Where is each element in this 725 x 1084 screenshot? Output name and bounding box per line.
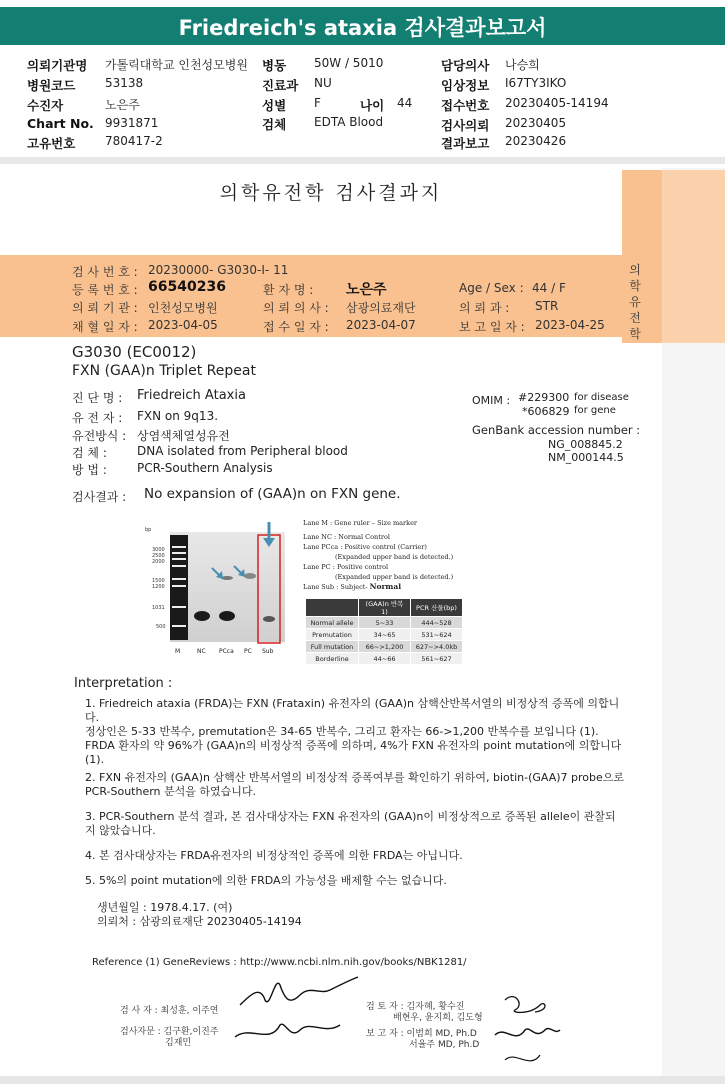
reference: Reference (1) GeneReviews : http://www.ncbi.nlm.nih.gov/books/NBK1281/ [92,957,467,968]
reporter-2: 서율주 MD, Ph.D [409,1040,480,1050]
ladder-band [172,585,186,587]
interpretation-title: Interpretation : [74,676,173,691]
value-clinical-info: I67TY3IKO [505,76,567,90]
report-title: 의학유전학 검사결과지 [219,182,443,204]
test-code: G3030 (EC0012) [72,343,197,361]
genbank-label: GenBank accession number : [472,423,641,437]
interpretation-1b: 정상인은 5-33 반복수, premutation은 34-65 반복수, 그리고 환자는 66->1,200 반복수를 보입니다 (1). FRDA 환자의 약 96%가 (GAA)n의 비정상적 증폭에 의하며, 4%가 FXN 유전자의 point mutation에 의합니다 (1). [85,725,622,766]
value-doctor: 나승희 [505,58,540,72]
lane-label-pc: PC [244,648,252,655]
table-cell: 561~627 [411,653,463,665]
label-request-date: 검사의뢰 [441,118,490,133]
reporter: 보 고 자 : 이범희 MD, Ph.D [366,1029,477,1039]
ladder-label-1031: 1031 [152,605,165,611]
ladder-label-500: 500 [156,624,166,630]
ladder-label-2000: 2000 [152,559,165,565]
value-specimen: EDTA Blood [314,115,384,129]
label-chart-no: Chart No. [27,116,94,131]
draw-date: 2023-04-05 [148,318,218,332]
label-unique-no: 고유번호 [27,136,76,151]
table-cell: Premutation [306,629,359,641]
omim-disease-id: #229300 [518,391,570,404]
label-patient: 수진자 [27,98,64,113]
requesting-doctor: 삼광의료재단 [346,301,416,315]
gel-legend [303,518,453,592]
omim-gene-note: for gene [574,405,616,416]
agesex: 44 / F [532,281,566,295]
table-header-cell: PCR 산물(bp) [411,599,463,617]
value-age: 44 [397,96,413,110]
exam-no-label: 검 사 번 호 : [72,265,138,279]
specimen: DNA isolated from Peripheral blood [137,444,348,458]
table-row [306,617,463,629]
table-header-cell: (GAA)n 반복 1) [359,599,411,617]
interpretation-5: 5. 5%의 point mutation에 의한 FRDA의 가능성을 배제할 수는 없습니다. [85,874,447,887]
receipt-label: 접 수 일 자 : [263,320,329,334]
lane-label-nc: NC [197,648,206,655]
gel-svg [145,520,295,660]
examiner-signature [230,965,370,1055]
reg-no-label: 등 록 번 호 : [72,283,138,297]
label-institution: 의뢰기관명 [27,58,88,73]
dept-label: 의 뢰 과 : [459,301,510,315]
reviewer-2: 배현우, 윤지희, 김도형 [393,1013,483,1023]
label-report-date: 결과보고 [441,136,490,151]
band-nc [194,611,210,621]
requester: 의뢰처 : 삼광의료재단 20230405-14194 [97,915,302,928]
lane-label-pcca: PCca [219,648,234,655]
band-pcca-normal [219,611,235,621]
value-department: NU [314,76,332,90]
gel-image [145,520,295,660]
diagnosis: Friedreich Ataxia [137,388,246,403]
ladder-band [172,625,186,627]
reviewer-signature [490,985,570,1075]
doctor-label: 의 뢰 의 사 : [263,301,329,315]
value-patient: 노은주 [105,98,140,112]
table-row [306,629,463,641]
test-name: FXN (GAA)n Triplet Repeat [72,363,256,379]
dept: STR [535,299,559,313]
examiner: 검 사 자 : 최성훈, 이주연 [120,1006,219,1016]
label-age: 나이 [360,98,385,113]
table-cell: 66~>1,200 [359,641,411,653]
bottom-edge [0,1076,725,1084]
band-subject [263,616,275,622]
inheritance: 상염색체열성유전 [137,429,230,443]
orange-right-block [662,170,725,343]
ladder-band [172,565,186,567]
header-separator [0,157,725,164]
legend-line: Lane NC : Normal Control [303,533,390,541]
birth-date: 생년월일 : 1978.4.17. (여) [97,901,233,914]
vertical-label: 의 학 유 전 학 [629,263,641,341]
marker-lane [170,535,188,640]
gene: FXN on 9q13. [137,409,219,423]
specimen-label: 검 체 : [72,446,107,460]
advisor: 검사자문 : 김구환,이진주 [120,1027,219,1037]
table-cell: Borderline [306,653,359,665]
method: PCR-Southern Analysis [137,461,273,475]
receipt-date: 2023-04-07 [346,318,416,332]
result: No expansion of (GAA)n on FXN gene. [144,486,401,502]
label-sex: 성별 [262,98,287,113]
omim-gene-id: *606829 [522,405,570,418]
label-clinical-info: 임상정보 [441,78,490,93]
ladder-label-2500: 2500 [152,553,165,559]
label-hospital-code: 병원코드 [27,78,76,93]
inheritance-label: 유전방식 : [72,429,127,443]
value-ward: 50W / 5010 [314,56,384,70]
interpretation-3: 3. PCR-Southern 분석 결과, 본 검사대상자는 FXN 유전자의 (GAA)n이 비정상적으로 증폭된 allele이 관찰되지 않았습니다. [85,810,616,837]
reviewer: 검 토 자 : 김자혜, 황수진 [366,1002,465,1012]
interpretation-2: 2. FXN 유전자의 (GAA)n 삼핵산 반복서열의 비정상적 증폭여부를 확인하기 위하여, biotin-(GAA)7 probe으로 PCR-Southern 분석을 하였습니다. [85,771,625,798]
value-sex: F [314,96,321,110]
band-pc-expanded [244,573,256,579]
inst: 인천성모병원 [148,301,218,315]
advisor-2: 김재민 [165,1038,192,1048]
report-date-label: 보 고 일 자 : [459,320,525,334]
table-cell: 44~66 [359,653,411,665]
exam-no: 20230000- G3030-I- 11 [148,263,289,277]
table-cell: 627~>4.0kb [411,641,463,653]
value-chart-no: 9931871 [105,116,159,130]
ladder-band [172,558,186,560]
inst-label: 의 뢰 기 관 : [72,301,138,315]
mutation-reference-table [305,598,463,665]
table-cell: Normal allele [306,617,359,629]
patient-label: 환 자 명 : [263,283,314,297]
ladder-band [172,552,186,554]
legend-line: (Expanded upper band is detected.) [335,573,454,581]
interpretation-4: 4. 본 검사대상자는 FRDA유전자의 비정상적인 증폭에 의한 FRDA는 아닙니다. [85,849,463,862]
reg-no: 66540236 [148,279,226,295]
ladder-label-3000: 3000 [152,547,165,553]
report-date: 2023-04-25 [535,318,605,332]
banner-title: Friedreich's ataxia 검사결과보고서 [178,16,547,40]
patient-name: 노은주 [346,282,387,298]
method-label: 방 법 : [72,463,107,477]
value-unique-no: 780417-2 [105,134,163,148]
gene-label: 유 전 자 : [72,411,123,425]
legend-line: Lane PCca : Positive control (Carrier) [303,543,427,551]
genbank-acc1: NG_008845.2 [548,438,623,451]
legend-line: Lane Sub : Subject- Normal [303,582,402,591]
label-department: 진료과 [262,78,299,93]
table-header-cell [306,599,359,617]
table-header-row [306,599,463,617]
draw-label: 채 혈 일 자 : [72,320,138,334]
legend-line: (Expanded upper band is detected.) [335,553,454,561]
ladder-band [172,606,186,608]
legend-line: Lane PC : Positive control [303,563,389,571]
diagnosis-label: 진 단 명 : [72,391,123,405]
report-banner [0,0,725,50]
value-hospital-code: 53138 [105,76,144,90]
label-ward: 병동 [262,58,287,73]
table-row [306,653,463,665]
value-institution: 가톨릭대학교 인천성모병원 [105,58,248,72]
gel-bp-label: bp [145,527,152,533]
ladder-label-1500: 1500 [152,578,165,584]
label-specimen: 검체 [262,117,287,132]
table-cell: 5~33 [359,617,411,629]
ladder-band [172,578,186,580]
ladder-band [172,546,186,548]
ladder-label-1200: 1200 [152,584,165,590]
result-label: 검사결과 : [72,490,127,504]
value-report-date: 20230426 [505,134,567,148]
table-cell: Full mutation [306,641,359,653]
interpretation-1: 1. Friedreich ataxia (FRDA)는 FXN (Frataxin) 유전자의 (GAA)n 삼핵산반복서열의 비정상적 증폭에 의합니다. [85,697,620,724]
table-cell: 444~528 [411,617,463,629]
label-receipt-no: 접수번호 [441,98,490,113]
value-receipt-no: 20230405-14194 [505,96,609,110]
agesex-label: Age / Sex : [459,281,524,295]
omim-disease-note: for disease [574,392,629,403]
value-request-date: 20230405 [505,116,567,130]
genbank-acc2: NM_000144.5 [548,451,624,464]
omim-label: OMIM : [472,394,511,407]
lane-label-m: M [175,648,181,655]
table-cell: 34~65 [359,629,411,641]
legend-line: Lane M : Gene ruler – Size marker [303,519,418,527]
table-row [306,641,463,653]
label-doctor: 담당의사 [441,58,490,73]
lane-label-sub: Sub [262,648,274,655]
table-cell: 531~624 [411,629,463,641]
